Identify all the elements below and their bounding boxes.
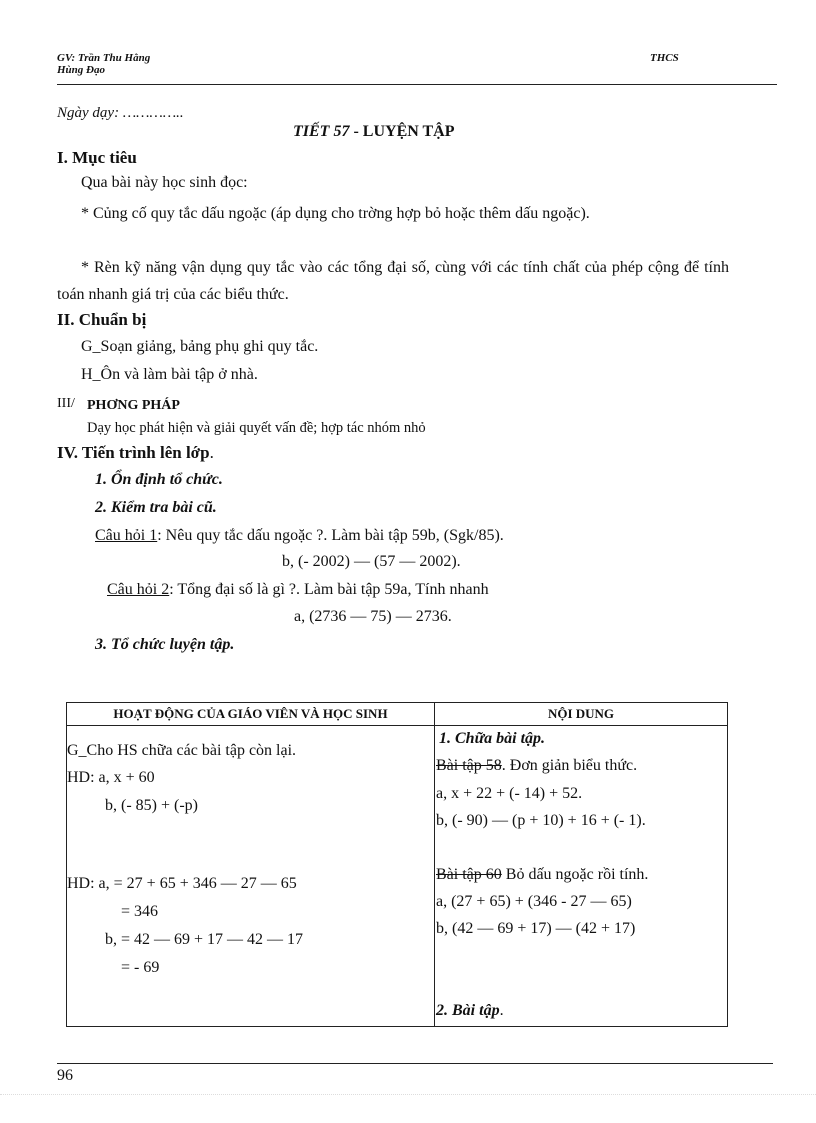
exercise-58-a: a, x + 22 + (- 14) + 52. xyxy=(436,785,583,802)
step-2: 2. Kiểm tra bài cũ. xyxy=(95,499,217,516)
section-2-heading: II. Chuẩn bị xyxy=(57,310,147,329)
section-1-point-1: * Củng cố quy tắc dấu ngoặc (áp dụng cho trờng hợp bỏ hoặc thêm dấu ngoặc). xyxy=(81,205,590,222)
question-1-label: Câu hỏi 1 xyxy=(95,527,158,544)
section-3-heading: PHƠNG PHÁP xyxy=(87,398,180,413)
activity-line-1: G_Cho HS chữa các bài tập còn lại. xyxy=(67,742,297,759)
question-2-text: : Tổng đại số là gì ?. Làm bài tập 59a, Tính nhanh xyxy=(169,581,489,598)
question-1 xyxy=(95,526,504,546)
title-separator: - xyxy=(349,123,363,140)
page-number: 96 xyxy=(57,1067,73,1084)
lesson-table xyxy=(66,702,728,1027)
exercise-60 xyxy=(436,865,648,885)
step-3: 3. Tổ chức luyện tập. xyxy=(95,636,235,653)
prep-student: H_Ôn và làm bài tập ở nhà. xyxy=(81,366,258,383)
header-school-type: THCS xyxy=(650,52,679,64)
exercise-58 xyxy=(436,756,637,776)
activities-cell xyxy=(67,726,435,1027)
exercise-58-b: b, (- 90) — (p + 10) + 16 + (- 1). xyxy=(436,812,646,829)
lesson-name: LUYỆN TẬP xyxy=(362,123,455,140)
section-4-heading-text: IV. Tiến trình lên lớp xyxy=(57,443,210,462)
header-author: GV: Trần Thu Hằng xyxy=(57,52,151,64)
lesson-number: TIẾT 57 xyxy=(293,123,350,140)
exercise-60-b: b, (42 — 69 + 17) — (42 + 17) xyxy=(436,920,636,937)
content-heading-1: 1. Chữa bài tập. xyxy=(439,730,546,747)
question-2-label: Câu hỏi 2 xyxy=(107,581,170,598)
content-heading-2 xyxy=(436,1001,504,1021)
table-header-content: NỘI DUNG xyxy=(435,703,728,726)
page-edge-dotted-line xyxy=(0,1094,816,1095)
question-1-expression: b, (- 2002) — (57 — 2002). xyxy=(282,553,461,570)
content-heading-2-end: . xyxy=(499,1002,504,1019)
step-1: 1. Ổn định tổ chức. xyxy=(95,471,223,488)
header-rule xyxy=(57,84,777,85)
activity-line-2: HD: a, x + 60 xyxy=(67,769,155,786)
header-school-name: Hùng Đạo xyxy=(57,64,105,76)
activity-line-5: = 346 xyxy=(121,903,159,920)
exercise-60-label: Bài tập 60 xyxy=(436,866,502,883)
prep-teacher: G_Soạn giảng, bảng phụ ghi quy tắc. xyxy=(81,338,319,355)
section-3-number: III/ xyxy=(57,396,75,411)
exercise-58-label: Bài tập 58 xyxy=(436,757,502,774)
question-2-expression: a, (2736 — 75) — 2736. xyxy=(294,608,452,625)
question-1-text: : Nêu quy tắc dấu ngoặc ?. Làm bài tập 59b, (Sgk/85). xyxy=(157,527,504,544)
exercise-58-text: . Đơn giản biểu thức. xyxy=(501,757,638,774)
content-cell xyxy=(435,726,728,1027)
section-1-intro: Qua bài này học sinh đọc: xyxy=(81,174,248,191)
exercise-60-a: a, (27 + 65) + (346 - 27 — 65) xyxy=(436,893,632,910)
activity-line-7: = - 69 xyxy=(121,959,160,976)
exercise-60-text: Bỏ dấu ngoặc rồi tính. xyxy=(501,866,649,883)
section-1-heading: I. Mục tiêu xyxy=(57,148,137,167)
section-1-point-2: * Rèn kỹ năng vận dụng quy tắc vào các tổng đại số, cùng với các tính chất của phép cộng để tính toán nhanh giá trị của các biểu thức. xyxy=(57,259,729,303)
section-4-heading-end: . xyxy=(209,443,214,462)
table-header-activities: HOẠT ĐỘNG CỦA GIÁO VIÊN VÀ HỌC SINH xyxy=(67,703,435,726)
section-4-heading xyxy=(57,443,214,463)
section-3-text: Dạy học phát hiện và giải quyết vấn đề; hợp tác nhóm nhỏ xyxy=(87,420,426,436)
question-2 xyxy=(107,580,489,600)
content-heading-2-text: 2. Bài tập xyxy=(436,1002,500,1019)
lesson-title xyxy=(293,122,455,142)
footer-rule xyxy=(57,1063,773,1064)
activity-line-3: b, (- 85) + (-p) xyxy=(105,797,198,814)
activity-line-6: b, = 42 — 69 + 17 — 42 — 17 xyxy=(105,931,304,948)
activity-line-4: HD: a, = 27 + 65 + 346 — 27 — 65 xyxy=(67,875,297,892)
date-line: Ngày dạy: ………….. xyxy=(57,105,184,121)
